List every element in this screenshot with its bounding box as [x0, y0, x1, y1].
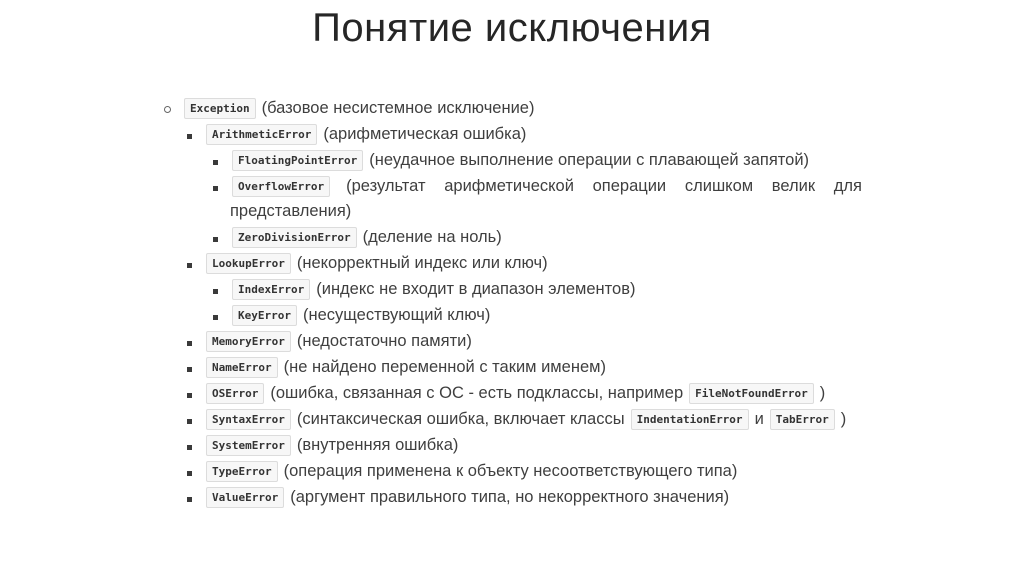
square-bullet-icon: [208, 280, 222, 299]
desc-zero-division-error: (деление на ноль): [362, 227, 502, 246]
desc-system-error: (внутренняя ошибка): [296, 435, 459, 454]
square-bullet-icon: [208, 228, 222, 247]
desc-memory-error: (недостаточно памяти): [296, 331, 472, 350]
list-item-zero-division-error: [208, 225, 502, 249]
square-bullet-icon: [208, 306, 222, 325]
code-arithmetic-error: ArithmeticError: [206, 124, 317, 145]
code-exception: Exception: [184, 98, 256, 119]
list-item-overflow-error: [208, 174, 862, 198]
hollow-circle-bullet-icon: [160, 99, 174, 118]
page-title: Понятие исключения: [312, 6, 712, 50]
code-zero-division-error: ZeroDivisionError: [232, 227, 357, 248]
desc-syntax-error-end: ): [840, 409, 847, 428]
list-item-key-error: [208, 303, 490, 327]
desc-word: операции: [592, 176, 667, 195]
code-name-error: NameError: [206, 357, 278, 378]
square-bullet-icon: [182, 462, 196, 481]
square-bullet-icon: [182, 410, 196, 429]
desc-name-error: (не найдено переменной с таким именем): [283, 357, 606, 376]
desc-word: (результат: [346, 176, 426, 195]
desc-overflow-error-continuation: представления): [230, 202, 352, 220]
desc-arithmetic-error: (арифметическая ошибка): [323, 124, 527, 143]
desc-key-error: (несуществующий ключ): [302, 305, 491, 324]
code-lookup-error: LookupError: [206, 253, 291, 274]
code-floating-point-error: FloatingPointError: [232, 150, 363, 171]
list-item-name-error: [182, 355, 606, 379]
code-os-error: OSError: [206, 383, 264, 404]
desc-floating-point-error: (неудачное выполнение операции с плавающей запятой): [369, 150, 810, 169]
desc-type-error: (операция применена к объекту несоответствующего типа): [283, 461, 738, 480]
code-memory-error: MemoryError: [206, 331, 291, 352]
list-item-type-error: [182, 459, 737, 483]
list-item-os-error: [182, 381, 825, 405]
code-index-error: IndexError: [232, 279, 310, 300]
code-file-not-found-error: FileNotFoundError: [689, 383, 814, 404]
code-value-error: ValueError: [206, 487, 284, 508]
desc-os-error-end: ): [819, 383, 826, 402]
desc-word: арифметической: [444, 176, 574, 195]
list-item-floating-point-error: [208, 148, 809, 172]
desc-exception: (базовое несистемное исключение): [261, 98, 535, 117]
square-bullet-icon: [208, 177, 222, 196]
code-key-error: KeyError: [232, 305, 297, 326]
desc-overflow-error: [346, 177, 862, 196]
desc-value-error: (аргумент правильного типа, но некорректного значения): [290, 487, 730, 506]
desc-word: велик: [771, 176, 816, 195]
square-bullet-icon: [182, 125, 196, 144]
list-item-value-error: [182, 485, 729, 509]
list-item-syntax-error: [182, 407, 846, 431]
desc-index-error: (индекс не входит в диапазон элементов): [316, 279, 636, 298]
list-item-system-error: [182, 433, 458, 457]
square-bullet-icon: [182, 384, 196, 403]
desc-syntax-error-mid: и: [754, 409, 764, 428]
code-overflow-error: OverflowError: [232, 176, 330, 197]
list-item-lookup-error: [182, 251, 548, 275]
desc-lookup-error: (некорректный индекс или ключ): [296, 253, 548, 272]
square-bullet-icon: [182, 488, 196, 507]
desc-word: слишком: [684, 176, 754, 195]
desc-os-error: (ошибка, связанная с ОС - есть подклассы, например: [270, 383, 684, 402]
list-item-memory-error: [182, 329, 472, 353]
square-bullet-icon: [182, 436, 196, 455]
code-system-error: SystemError: [206, 435, 291, 456]
square-bullet-icon: [182, 332, 196, 351]
square-bullet-icon: [208, 151, 222, 170]
code-syntax-error: SyntaxError: [206, 409, 291, 430]
code-indentation-error: IndentationError: [631, 409, 749, 430]
list-item-arithmetic-error: [182, 122, 526, 146]
square-bullet-icon: [182, 358, 196, 377]
desc-syntax-error: (синтаксическая ошибка, включает классы: [296, 409, 625, 428]
square-bullet-icon: [182, 254, 196, 273]
list-item-exception: [160, 96, 534, 120]
code-tab-error: TabError: [770, 409, 835, 430]
list-item-index-error: [208, 277, 635, 301]
code-type-error: TypeError: [206, 461, 278, 482]
desc-word: для: [833, 176, 862, 195]
